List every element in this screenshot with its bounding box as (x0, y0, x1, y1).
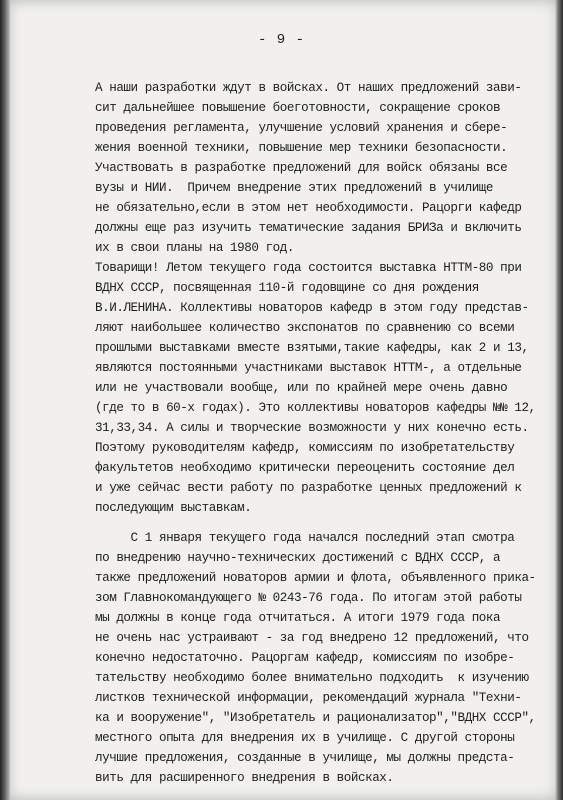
text-line: ВДНХ СССР, посвященная 110-й годовщине со дня рождения (95, 281, 479, 295)
text-line: являются постоянными участниками выставок НТТМ-, а отдельные (95, 361, 522, 375)
text-line: прошлыми выставками вместе взятыми,такие кафедры, как 2 и 13, (95, 341, 529, 355)
text-line: ляют наибольшее количество экспонатов по сравнению со всеми (95, 321, 515, 335)
text-line: ка и вооружение", "Изобретатель и рационализатор","ВДНХ СССР", (95, 711, 536, 725)
text-line: не обязательно,если в этом нет необходимости. Рацорги кафедр (95, 201, 522, 215)
text-line: Поэтому руководителям кафедр, комиссиям по изобретательству (95, 441, 515, 455)
text-line: С 1 января текущего года начался последний этап смотра (95, 531, 515, 545)
page-number: - 9 - (257, 32, 305, 48)
paragraph-gap (95, 518, 545, 528)
text-line: зом Главнокомандующего № 0243-76 года. По итогам этой работы (95, 591, 522, 605)
text-line: (где то в 60-х годах). Это коллективы новаторов кафедры №№ 12, (95, 401, 536, 415)
scan-edge-right (555, 0, 563, 800)
text-line: проведения регламента, улучшение условий хранения и сбере- (95, 121, 508, 135)
text-line: вузы и НИИ. Причем внедрение этих предложений в училище (95, 181, 494, 195)
text-line: вить для расширенного внедрения в войсках. (95, 771, 394, 785)
text-line: их в свои планы на 1980 год. (95, 241, 295, 255)
text-line: Товарищи! Летом текущего года состоится выставка НТТМ-80 при (95, 261, 522, 275)
text-line: также предложений новаторов армии и флота, объявленного прика- (95, 571, 536, 585)
text-line: конечно недостаточно. Рацоргам кафедр, комиссиям по изобре- (95, 651, 515, 665)
paragraph-1 (95, 78, 545, 518)
text-line: Участвовать в разработке предложений для войск обязаны все (95, 161, 508, 175)
text-line: не очень нас устраивают - за год внедрено 12 предложений, что (95, 631, 529, 645)
scan-edge-left (0, 0, 10, 800)
text-line: лучшие предложения, созданные в училище, мы должны предста- (95, 751, 515, 765)
text-line: 31,33,34. А силы и творческие возможности у них конечно есть. (95, 421, 529, 435)
text-line: местного опыта для внедрения их в училище. С другой стороны (95, 731, 515, 745)
text-line: или не участвовали вообще, или по крайней мере очень давно (95, 381, 508, 395)
text-line: сит дальнейшее повышение боеготовности, сокращение сроков (95, 101, 501, 115)
text-line: жения военной техники, повышение мер техники безопасности. (95, 141, 508, 155)
text-line: должны еще раз изучить тематические задания БРИЗа и включить (95, 221, 522, 235)
text-line: и уже сейчас вести работу по разработке ценных предложений к (95, 481, 522, 495)
paragraph-2 (95, 528, 545, 788)
text-line: мы должны в конце года отчитаться. А итоги 1979 года пока (95, 611, 501, 625)
text-line: листков технической информации, рекомендаций журнала "Техни- (95, 691, 522, 705)
text-line: В.И.ЛЕНИНА. Коллективы новаторов кафедр в этом году представ- (95, 301, 529, 315)
text-line: факультетов необходимо критически переоценить состояние дел (95, 461, 515, 475)
text-line: тательству необходимо более внимательно подходить к изучению (95, 671, 529, 685)
text-line: А наши разработки ждут в войсках. От наших предложений зави- (95, 81, 522, 95)
body-text (95, 78, 545, 788)
text-line: по внедрению научно-технических достижений с ВДНХ СССР, а (95, 551, 501, 565)
text-line: последующим выставкам. (95, 501, 252, 515)
